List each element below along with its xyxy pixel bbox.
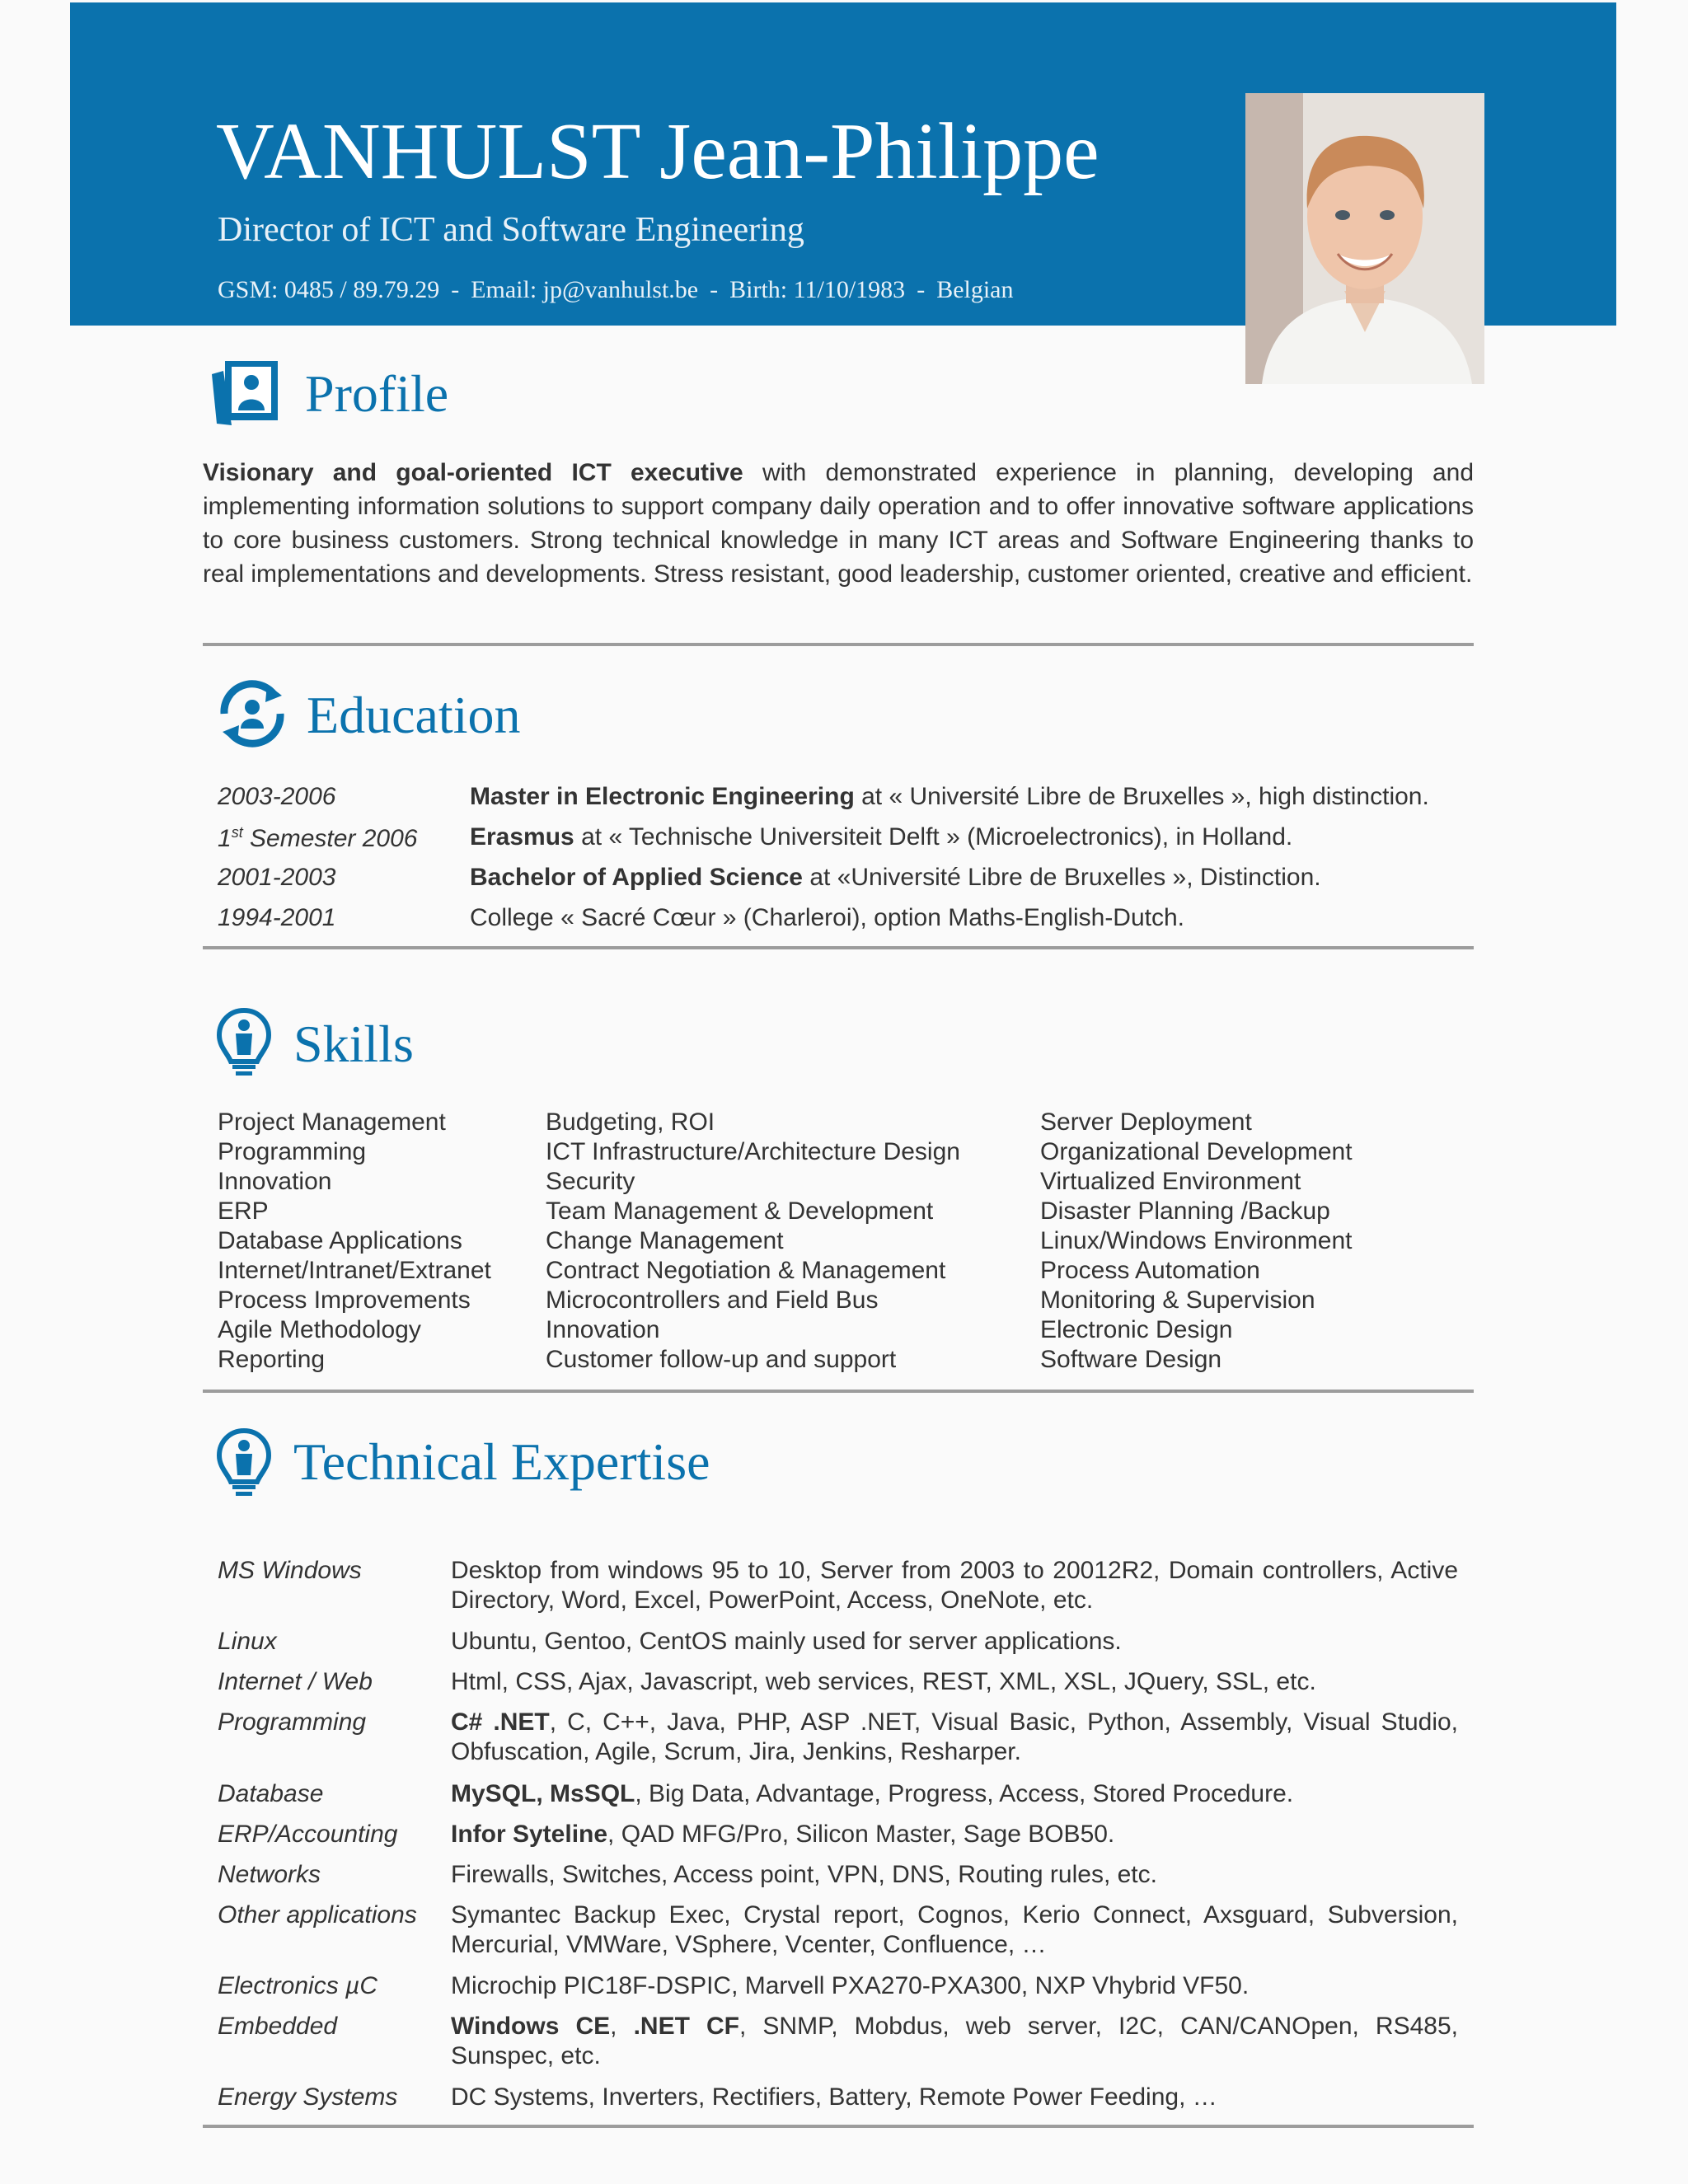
tech-description: Windows CE, .NET CF, SNMP, Mobdus, web server, I2C, CAN/CANOpen, RS485, Sunspec, etc. xyxy=(451,2013,1458,2069)
tech-category: MS Windows xyxy=(218,1557,362,1584)
skill-item: ERP xyxy=(218,1197,269,1225)
contact-line xyxy=(218,278,1014,302)
tech-category: Internet / Web xyxy=(218,1668,373,1695)
skill-item: Microcontrollers and Field Bus xyxy=(546,1286,879,1314)
skill-item: Internet/Intranet/Extranet xyxy=(218,1257,491,1284)
skill-item: Organizational Development xyxy=(1040,1138,1353,1165)
profile-summary xyxy=(203,456,1474,591)
tech-category: Linux xyxy=(218,1628,277,1655)
expertise-person-bulb-icon xyxy=(216,1427,272,1501)
section-divider xyxy=(203,2125,1474,2128)
skill-item: Innovation xyxy=(218,1168,332,1195)
education-entry: Bachelor of Applied Science at «Université Libre de Bruxelles », Distinction. xyxy=(470,864,1321,891)
skill-item: Database Applications xyxy=(218,1227,462,1254)
gsm-number: GSM: 0485 / 89.79.29 xyxy=(218,276,440,303)
education-heading: Education xyxy=(307,686,521,744)
tech-description: Symantec Backup Exec, Crystal report, Cognos, Kerio Connect, Axsguard, Subversion, Mercurial, VMWare, VSphere, Vcenter, Confluence, … xyxy=(451,1901,1458,1958)
email-address: Email: jp@vanhulst.be xyxy=(471,276,699,303)
skills-heading: Skills xyxy=(293,1015,414,1073)
skill-item: Programming xyxy=(218,1138,367,1165)
tech-description: MySQL, MsSQL, Big Data, Advantage, Progress, Access, Stored Procedure. xyxy=(451,1780,1294,1807)
tech-description: Ubuntu, Gentoo, CentOS mainly used for server applications. xyxy=(451,1628,1122,1655)
skill-item: Monitoring & Supervision xyxy=(1040,1286,1315,1314)
section-divider xyxy=(203,946,1474,949)
skill-item: Process Automation xyxy=(1040,1257,1260,1284)
tech-category: Programming xyxy=(218,1708,367,1736)
tech-category: Networks xyxy=(218,1861,321,1888)
skills-person-bulb-icon xyxy=(216,1007,272,1080)
education-entry: Master in Electronic Engineering at « Université Libre de Bruxelles », high distinction. xyxy=(470,783,1429,810)
skill-item: Linux/Windows Environment xyxy=(1040,1227,1353,1254)
profile-heading: Profile xyxy=(305,364,449,423)
skill-item: Electronic Design xyxy=(1040,1316,1233,1343)
education-date: 2003-2006 xyxy=(218,783,336,810)
profile-body: with demonstrated experience in planning, developing and implementing information solutions to support company daily operation and to offer innovative software applications to core business customers. Strong technical knowledge in many ICT areas and Software Engineering thanks to real implementations and developments. Stress resistant, good leadership, customer oriented, creative and efficient. xyxy=(203,459,1475,588)
tech-category: ERP/Accounting xyxy=(218,1821,398,1848)
skills-column-1 xyxy=(218,1108,491,1375)
education-entry: Erasmus at « Technische Universiteit Delft » (Microelectronics), in Holland. xyxy=(470,823,1293,851)
contact-separator: - xyxy=(710,276,719,303)
education-date: 2001-2003 xyxy=(218,864,336,891)
nationality: Belgian xyxy=(936,276,1014,303)
section-divider xyxy=(203,643,1474,646)
tech-category: Database xyxy=(218,1780,324,1807)
skill-item: Contract Negotiation & Management xyxy=(546,1257,946,1284)
skill-item: Server Deployment xyxy=(1040,1108,1252,1136)
skill-item: Team Management & Development xyxy=(546,1197,934,1225)
tech-description: Microchip PIC18F-DSPIC, Marvell PXA270-PXA300, NXP Vhybrid VF50. xyxy=(451,1972,1250,1999)
tech-category: Other applications xyxy=(218,1901,417,1929)
skill-item: Virtualized Environment xyxy=(1040,1168,1301,1195)
skill-item: Reporting xyxy=(218,1346,326,1373)
contact-separator: - xyxy=(451,276,460,303)
tech-description: Infor Syteline, QAD MFG/Pro, Silicon Master, Sage BOB50. xyxy=(451,1821,1115,1848)
skill-item: Software Design xyxy=(1040,1346,1222,1373)
profile-photos-icon xyxy=(209,356,283,434)
skills-column-2 xyxy=(546,1108,960,1375)
skills-column-3 xyxy=(1040,1108,1353,1375)
tech-category: Embedded xyxy=(218,2013,338,2040)
skill-item: Budgeting, ROI xyxy=(546,1108,715,1136)
tech-description: C# .NET, C, C++, Java, PHP, ASP .NET, Visual Basic, Python, Assembly, Visual Studio, Obfuscation, Agile, Scrum, Jira, Jenkins, Resharper. xyxy=(451,1708,1458,1765)
contact-separator: - xyxy=(917,276,926,303)
tech-category: Energy Systems xyxy=(218,2083,398,2111)
profile-lead: Visionary and goal-oriented ICT executive xyxy=(203,459,743,486)
technical-heading: Technical Expertise xyxy=(293,1432,710,1491)
skill-item: Innovation xyxy=(546,1316,660,1343)
skill-item: ICT Infrastructure/Architecture Design xyxy=(546,1138,960,1165)
tech-category: Electronics µC xyxy=(218,1972,378,1999)
tech-description: Firewalls, Switches, Access point, VPN, DNS, Routing rules, etc. xyxy=(451,1861,1157,1888)
portrait-photo xyxy=(1245,93,1484,384)
tech-description: Html, CSS, Ajax, Javascript, web services, REST, XML, XSL, JQuery, SSL, etc. xyxy=(451,1668,1316,1695)
skill-item: Disaster Planning /Backup xyxy=(1040,1197,1330,1225)
education-date: 1994-2001 xyxy=(218,904,336,931)
skill-item: Process Improvements xyxy=(218,1286,471,1314)
birth-date: Birth: 11/10/1983 xyxy=(729,276,906,303)
education-entry: College « Sacré Cœur » (Charleroi), option Maths-English-Dutch. xyxy=(470,904,1185,931)
section-divider xyxy=(203,1390,1474,1393)
job-title: Director of ICT and Software Engineering xyxy=(218,211,804,249)
skill-item: Project Management xyxy=(218,1108,446,1136)
tech-description: Desktop from windows 95 to 10, Server from 2003 to 20012R2, Domain controllers, Active Directory, Word, Excel, PowerPoint, Access, OneNote, etc. xyxy=(451,1557,1458,1614)
skill-item: Customer follow-up and support xyxy=(546,1346,897,1373)
person-name: VANHULST Jean-Philippe xyxy=(216,107,1100,196)
education-cycle-icon xyxy=(216,677,288,754)
skill-item: Agile Methodology xyxy=(218,1316,421,1343)
education-date: 1st Semester 2006 xyxy=(218,824,418,852)
tech-description: DC Systems, Inverters, Rectifiers, Battery, Remote Power Feeding, … xyxy=(451,2083,1217,2111)
skill-item: Change Management xyxy=(546,1227,784,1254)
skill-item: Security xyxy=(546,1168,635,1195)
